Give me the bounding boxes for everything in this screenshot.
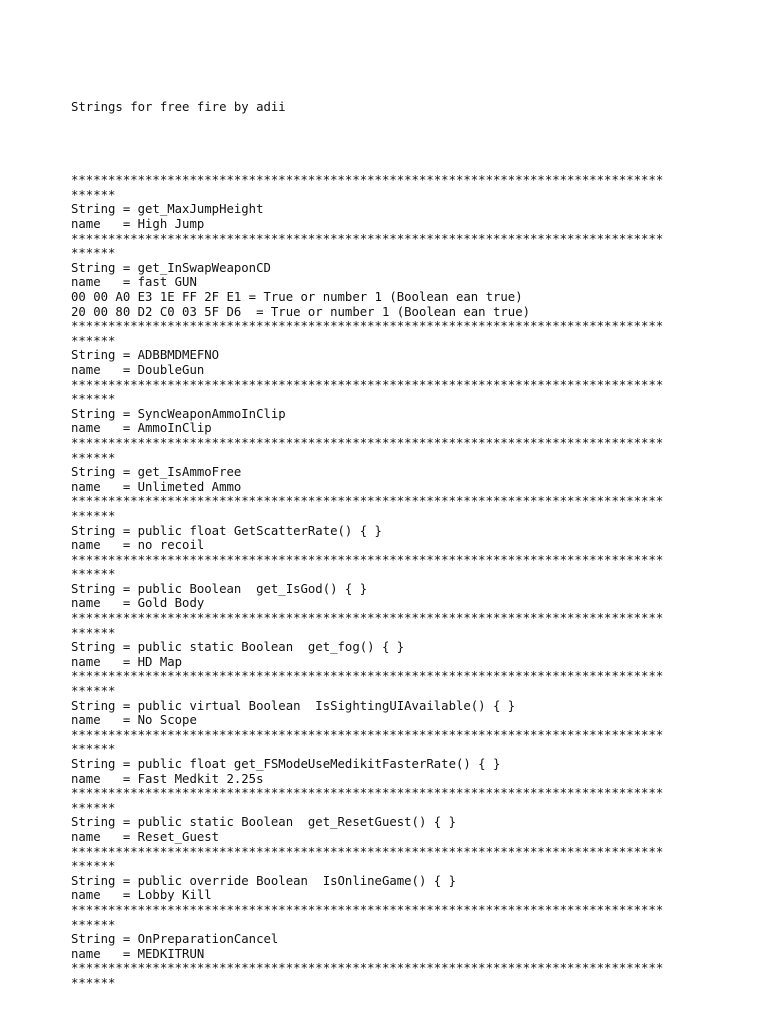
separator-line: ******************************************************************************** <box>71 786 664 801</box>
entry-name-line: name = fast GUN <box>71 275 197 290</box>
document-title: Strings for free fire by adii <box>71 100 286 115</box>
separator-line-continuation: ****** <box>71 508 116 523</box>
entry-name-line: name = MEDKITRUN <box>71 946 205 961</box>
separator-line-continuation: ****** <box>71 392 116 407</box>
entry-name-line: name = High Jump <box>71 217 205 232</box>
separator-line: ******************************************************************************** <box>71 611 664 626</box>
entry-string-line: String = public float GetScatterRate() { } <box>71 523 382 538</box>
separator-line-continuation: ****** <box>71 333 116 348</box>
entry-string-line: String = get_MaxJumpHeight <box>71 202 264 217</box>
separator-line-continuation: ****** <box>71 917 116 932</box>
entry-name-line: name = no recoil <box>71 538 205 553</box>
entry-string-line: String = get_InSwapWeaponCD <box>71 260 271 275</box>
entry-name-line: name = Lobby Kill <box>71 888 212 903</box>
entry-string-line: String = public override Boolean IsOnlineGame() { } <box>71 873 456 888</box>
entry-name-line: name = Reset_Guest <box>71 829 220 844</box>
entry-string-line: String = public float get_FSModeUseMedikitFasterRate() { } <box>71 757 501 772</box>
entry-name-line: name = DoubleGun <box>71 362 205 377</box>
entry-hex-line: 20 00 80 D2 C0 03 5F D6 = True or number 1 (Boolean ean true) <box>71 304 531 319</box>
separator-line-continuation: ****** <box>71 567 116 582</box>
string-entries-list <box>71 173 663 990</box>
separator-line: ******************************************************************************** <box>71 435 664 450</box>
separator-line-continuation: ****** <box>71 450 116 465</box>
separator-line-continuation: ****** <box>71 246 116 261</box>
entry-string-line: String = OnPreparationCancel <box>71 932 279 947</box>
separator-line-continuation: ****** <box>71 742 116 757</box>
separator-line: ******************************************************************************** <box>71 961 664 976</box>
entry-string-line: String = public Boolean get_IsGod() { } <box>71 581 368 596</box>
entry-string-line: String = ADBBMDMEFNO <box>71 348 220 363</box>
entry-string-line: String = SyncWeaponAmmoInClip <box>71 406 286 421</box>
document-body <box>71 71 663 1005</box>
entry-string-line: String = public static Boolean get_fog() { } <box>71 640 405 655</box>
separator-line-continuation: ****** <box>71 684 116 699</box>
separator-line: ******************************************************************************** <box>71 844 664 859</box>
separator-line-continuation: ****** <box>71 859 116 874</box>
separator-line: ******************************************************************************** <box>71 552 664 567</box>
entry-string-line: String = get_IsAmmoFree <box>71 465 242 480</box>
separator-line-continuation: ****** <box>71 975 116 990</box>
entry-name-line: name = Gold Body <box>71 596 205 611</box>
separator-line: ******************************************************************************** <box>71 902 664 917</box>
separator-line-continuation: ****** <box>71 625 116 640</box>
separator-line: ******************************************************************************** <box>71 173 664 188</box>
separator-line-continuation: ****** <box>71 800 116 815</box>
separator-line-continuation: ****** <box>71 187 116 202</box>
entry-name-line: name = HD Map <box>71 654 183 669</box>
separator-line: ******************************************************************************** <box>71 319 664 334</box>
entry-string-line: String = public virtual Boolean IsSightingUIAvailable() { } <box>71 698 516 713</box>
separator-line: ******************************************************************************** <box>71 494 664 509</box>
entry-name-line: name = No Scope <box>71 713 197 728</box>
separator-line: ******************************************************************************** <box>71 727 664 742</box>
separator-line: ******************************************************************************** <box>71 231 664 246</box>
entry-hex-line: 00 00 A0 E3 1E FF 2F E1 = True or number 1 (Boolean ean true) <box>71 290 523 305</box>
separator-line: ******************************************************************************** <box>71 377 664 392</box>
entry-string-line: String = public static Boolean get_ResetGuest() { } <box>71 815 456 830</box>
entry-name-line: name = AmmoInClip <box>71 421 212 436</box>
separator-line: ******************************************************************************** <box>71 669 664 684</box>
entry-name-line: name = Unlimeted Ammo <box>71 479 242 494</box>
entry-name-line: name = Fast Medkit 2.25s <box>71 771 264 786</box>
